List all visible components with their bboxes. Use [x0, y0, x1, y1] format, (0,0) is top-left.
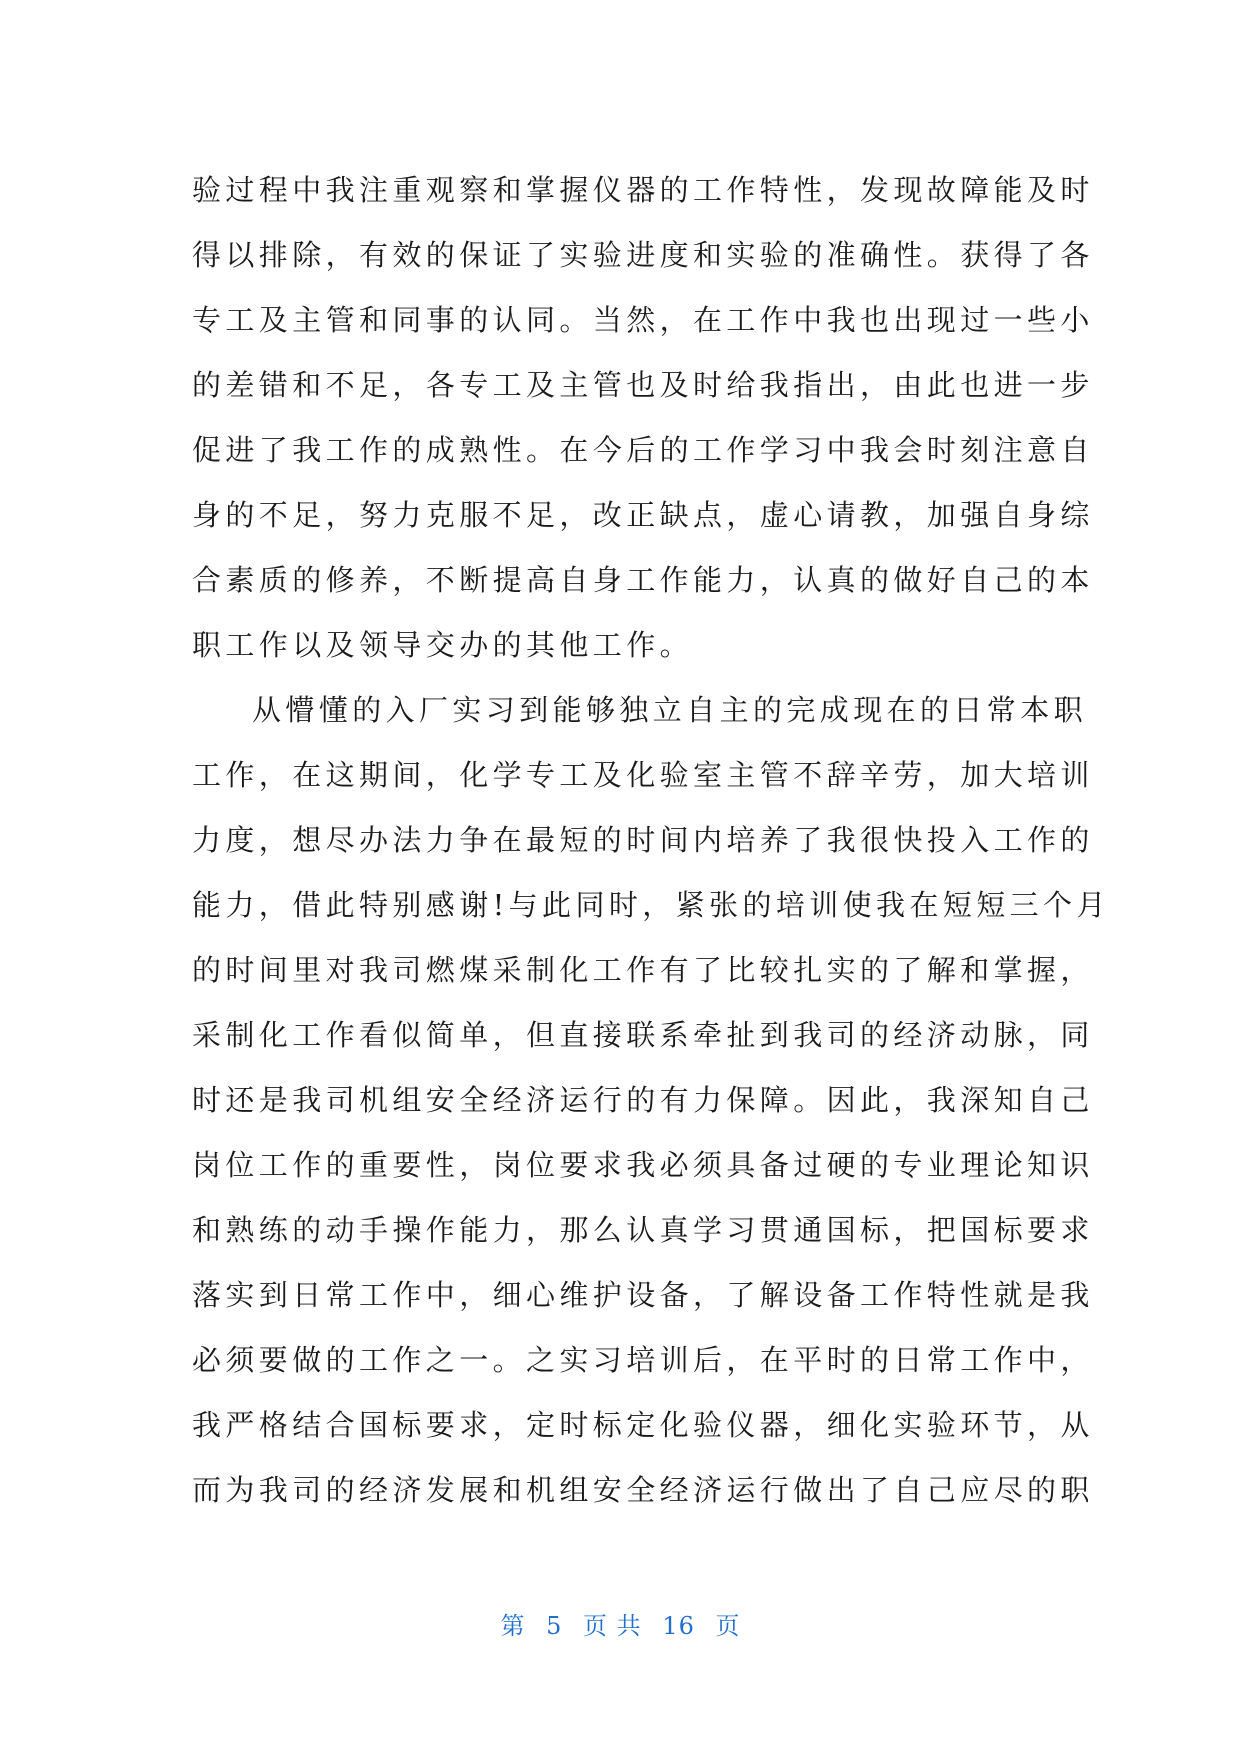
text-line: 岗位工作的重要性，岗位要求我必须具备过硬的专业理论知识 [192, 1148, 1094, 1182]
text-line: 必须要做的工作之一。之实习培训后，在平时的日常工作中， [192, 1343, 1094, 1377]
text-line: 合素质的修养，不断提高自身工作能力，认真的做好自己的本 [192, 563, 1094, 597]
text-line: 和熟练的动手操作能力，那么认真学习贯通国标，把国标要求 [192, 1213, 1094, 1247]
paragraph-2 [192, 678, 1110, 1523]
text-line: 从懵懂的入厂实习到能够独立自主的完成现在的日常本职 [252, 693, 1088, 727]
text-line: 而为我司的经济发展和机组安全经济运行做出了自己应尽的职 [192, 1473, 1094, 1507]
footer-suffix: 页 [715, 1612, 741, 1640]
text-line: 我严格结合国标要求，定时标定化验仪器，细化实验环节，从 [192, 1408, 1094, 1442]
footer-prefix: 第 [500, 1612, 526, 1640]
text-line: 验过程中我注重观察和掌握仪器的工作特性，发现故障能及时 [192, 173, 1094, 207]
paragraph-1 [192, 158, 1094, 678]
total-pages-number: 16 [662, 1612, 695, 1640]
current-page-number: 5 [546, 1612, 563, 1640]
text-line: 时还是我司机组安全经济运行的有力保障。因此，我深知自己 [192, 1083, 1094, 1117]
footer-middle: 页 共 [583, 1612, 642, 1640]
text-line: 的时间里对我司燃煤采制化工作有了比较扎实的了解和掌握， [192, 953, 1094, 987]
text-line: 能力，借此特别感谢!与此同时，紧张的培训使我在短短三个月 [192, 888, 1110, 922]
text-line: 的差错和不足，各专工及主管也及时给我指出，由此也进一步 [192, 368, 1094, 402]
text-line: 落实到日常工作中，细心维护设备，了解设备工作特性就是我 [192, 1278, 1094, 1312]
text-line: 采制化工作看似简单，但直接联系牵扯到我司的经济动脉，同 [192, 1018, 1094, 1052]
text-line: 力度，想尽办法力争在最短的时间内培养了我很快投入工作的 [192, 823, 1094, 857]
text-line: 专工及主管和同事的认同。当然，在工作中我也出现过一些小 [192, 303, 1094, 337]
text-line: 工作，在这期间，化学专工及化验室主管不辞辛劳，加大培训 [192, 758, 1094, 792]
text-line: 促进了我工作的成熟性。在今后的工作学习中我会时刻注意自 [192, 433, 1094, 467]
page-footer [0, 1606, 1241, 1641]
text-line: 职工作以及领导交办的其他工作。 [192, 628, 694, 662]
text-line: 得以排除，有效的保证了实验进度和实验的准确性。获得了各 [192, 238, 1094, 272]
body-text [192, 158, 1110, 1523]
text-line: 身的不足，努力克服不足，改正缺点，虚心请教，加强自身综 [192, 498, 1094, 532]
